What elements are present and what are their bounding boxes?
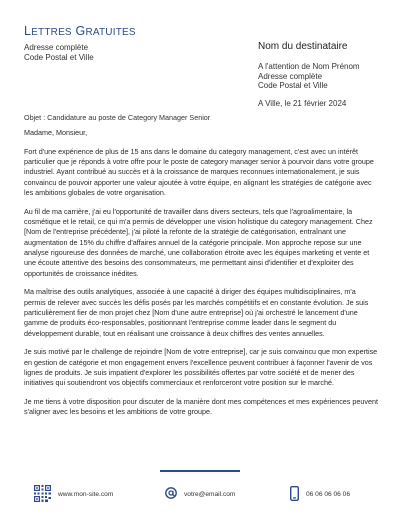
email-text: votre@email.com xyxy=(184,490,236,498)
letter-date: A Ville, le 21 février 2024 xyxy=(258,99,347,108)
website-text: www.mon-site.com xyxy=(58,490,114,498)
brand-initial-2: G xyxy=(75,24,86,38)
at-sign-icon xyxy=(165,487,177,501)
sender-address-line: Adresse complète xyxy=(24,43,89,52)
sender-postal-line: Code Postal et Ville xyxy=(24,53,94,62)
brand-logo xyxy=(24,24,136,38)
sender-address xyxy=(24,43,94,63)
brand-word-1: ETTRES xyxy=(31,27,72,38)
recipient-address xyxy=(258,62,360,91)
footer xyxy=(0,484,400,506)
brand-word-2: RATUITES xyxy=(85,27,136,38)
letter-body xyxy=(24,128,378,426)
paragraph-1: Fort d'une expérience de plus de 15 ans dans le domaine du category management, c'est avec un intérêt particulier que je réponds à votre offre pour le poste de category manager senior à pourvoir dans votre groupe industriel. Ayant contribué au succès et à la croissance de marques reconnues internationalement, je suis convaincu de pouvoir apporter une valeur ajoutée à votre équipe, en alignant les stratégies de catégorie avec les ambitions globales de votre organisation. xyxy=(24,146,374,197)
recipient-attention-line: A l'attention de Nom Prénom xyxy=(258,62,360,71)
phone-text: 06 06 06 06 06 xyxy=(306,490,350,498)
salutation: Madame, Monsieur, xyxy=(24,128,88,137)
letter-subject: Objet : Candidature au poste de Category Manager Senior xyxy=(24,113,211,122)
mobile-phone-icon xyxy=(290,486,299,503)
paragraph-3: Ma maîtrise des outils analytiques, associée à une capacité à diriger des équipes multidisciplinaires, m'a permis de relever avec succès les défis posés par les marchés compétitifs et en constante évolution. Je suis particulièrement fier de mon projet chez [Nom d'une autre entreprise] où j'ai orchestré le lancement d'une gamme de produits éco-responsables, positionnant l'entreprise comme leader dans le segment du développement durable, tout en réalisant une croissance à deux chiffres des ventes annuelles. xyxy=(24,287,369,338)
paragraph-5: Je me tiens à votre disposition pour discuter de la manière dont mes compétences et mes expériences peuvent s'aligner avec les besoins et les ambitions de votre groupe. xyxy=(24,397,378,417)
footer-divider xyxy=(160,470,240,472)
footer-phone[interactable] xyxy=(290,484,350,504)
paragraph-2: Au fil de ma carrière, j'ai eu l'opportunité de travailler dans divers secteurs, tels que l'agroalimentaire, la cosmétique et le retail, ce qui m'a permis de développer une vision holistique du category management. Chez [Nom de l'entreprise précédente], j'ai piloté la refonte de la stratégie de catégorisation, entraînant une augmentation de 15% du chiffre d'affaires annuel de la catégorie principale. Mon approche repose sur une analyse rigoureuse des données de marché, une collaboration étroite avec les équipes marketing et vente et une écoute attentive des besoins des consommateurs, me permettant ainsi d'identifier et d'exploiter des opportunités de croissance inédites. xyxy=(24,206,373,278)
paragraph-4: Je suis motivé par le challenge de rejoindre [Nom de votre entreprise], car je suis convaincu que mon expertise en gestion de catégorie et mon engagement envers l'excellence peuvent contribuer à façonner l'avenir de vos lignes de produits. Je suis impatient d'explorer les possibilités offertes par votre société et de mener des initiatives qui soutiendront vos objectifs commerciaux et renforceront votre position sur le marché. xyxy=(24,347,378,388)
recipient-address-line: Adresse complète xyxy=(258,71,323,81)
footer-website[interactable] xyxy=(34,484,113,504)
qr-code-icon xyxy=(34,485,51,504)
recipient-name: Nom du destinataire xyxy=(258,41,348,52)
brand-initial-1: L xyxy=(24,24,32,38)
footer-email[interactable] xyxy=(165,484,235,504)
recipient-postal-line: Code Postal et Ville xyxy=(258,81,328,90)
